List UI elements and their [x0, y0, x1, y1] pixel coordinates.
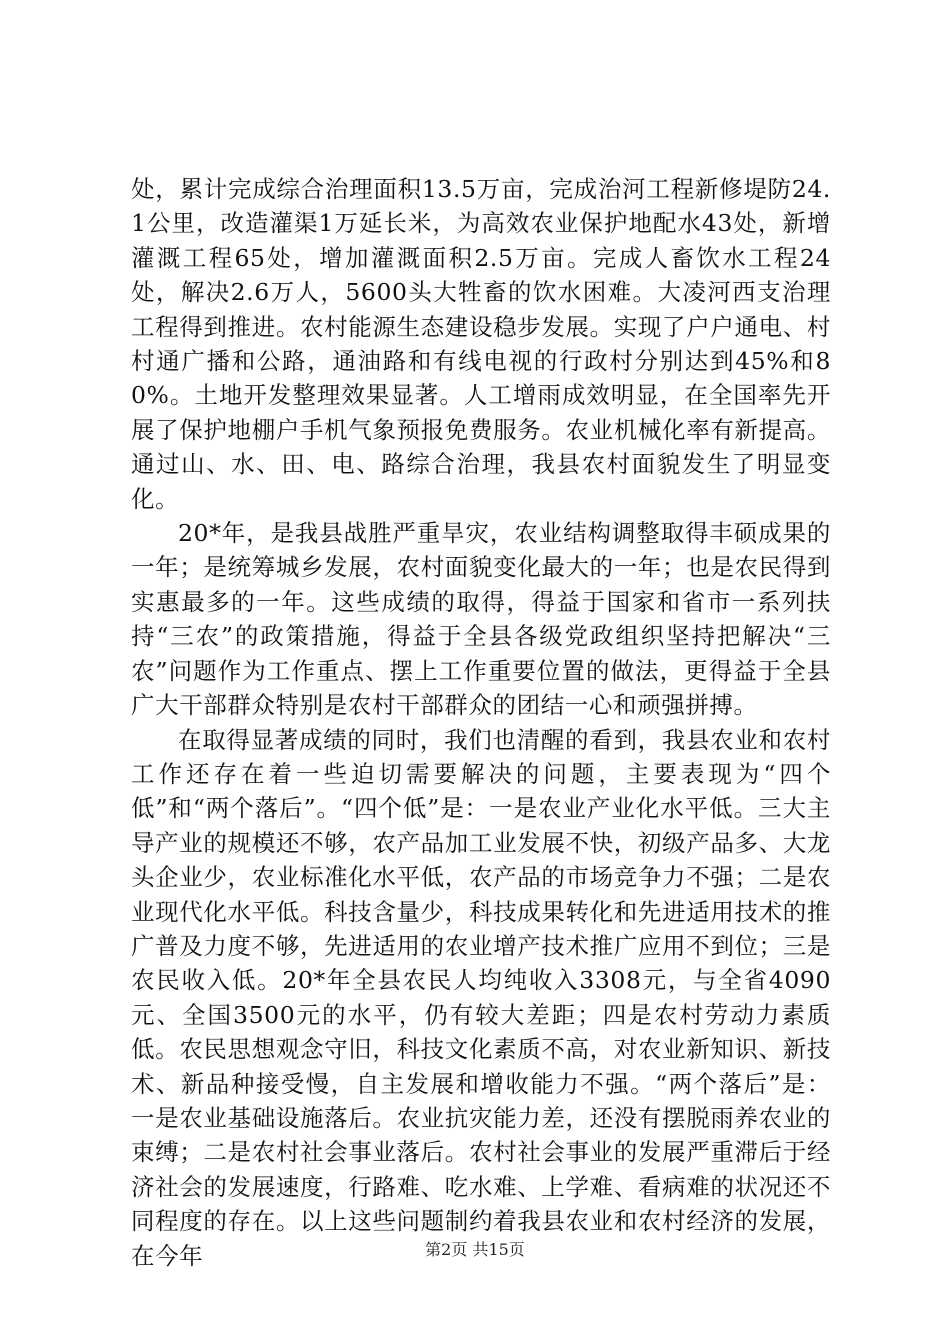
paragraph-problems: 在取得显著成绩的同时，我们也清醒的看到，我县农业和农村工作还存在着一些迫切需要解决的问题，主要表现为“四个低”和“两个落后”。“四个低”是：一是农业产业化水平低。三大主导产业的规模还不够，农产品加工业发展不快，初级产品多、大龙头企业少，农业标准化水平低，农产品的市场竞争力不强；二是农业现代化水平低。科技含量少，科技成果转化和先进适用技术的推广普及力度不够，先进适用的农业增产技术推广应用不到位；三是农民收入低。20*年全县农民人均纯收入3308元，与全省4090元、全国3500元的水平，仍有较大差距；四是农村劳动力素质低。农民思想观念守旧，科技文化素质不高，对农业新知识、新技术、新品种接受慢，自主发展和增收能力不强。“两个落后”是：一是农业基础设施落后。农业抗灾能力差，还没有摆脱雨养农业的束缚；二是农村社会事业落后。农村社会事业的发展严重滞后于经济社会的发展速度，行路难、吃水难、上学难、看病难的状况还不同程度的存在。以上这些问题制约着我县农业和农村经济的发展，在今年	[131, 725, 831, 1270]
paragraph-achievements-summary: 20*年，是我县战胜严重旱灾，农业结构调整取得丰硕成果的一年；是统筹城乡发展，农村面貌变化最大的一年；也是农民得到实惠最多的一年。这些成绩的取得，得益于国家和省市一系列扶持“三农”的政策措施，得益于全县各级党政组织坚持把解决“三农”问题作为工作重点、摆上工作重要位置的做法，更得益于全县广大干部群众特别是农村干部群众的团结一心和顽强拼搏。	[131, 519, 831, 720]
paragraph-continuation: 处，累计完成综合治理面积13.5万亩，完成治河工程新修堤防24.1公里，改造灌渠1万延长米，为高效农业保护地配水43处，新增灌溉工程65处，增加灌溉面积2.5万亩。完成人畜饮水工程24处，解决2.6万人，5600头大牲畜的饮水困难。大凌河西支治理工程得到推进。农村能源生态建设稳步发展。实现了户户通电、村村通广播和公路，通油路和有线电视的行政村分别达到45%和80%。土地开发整理效果显著。人工增雨成效明显，在全国率先开展了保护地棚户手机气象预报免费服务。农业机械化率有新提高。通过山、水、田、电、路综合治理，我县农村面貌发生了明显变化。	[131, 175, 831, 513]
page-number-footer: 第2页 共15页	[425, 1240, 525, 1259]
document-body	[131, 172, 831, 1273]
